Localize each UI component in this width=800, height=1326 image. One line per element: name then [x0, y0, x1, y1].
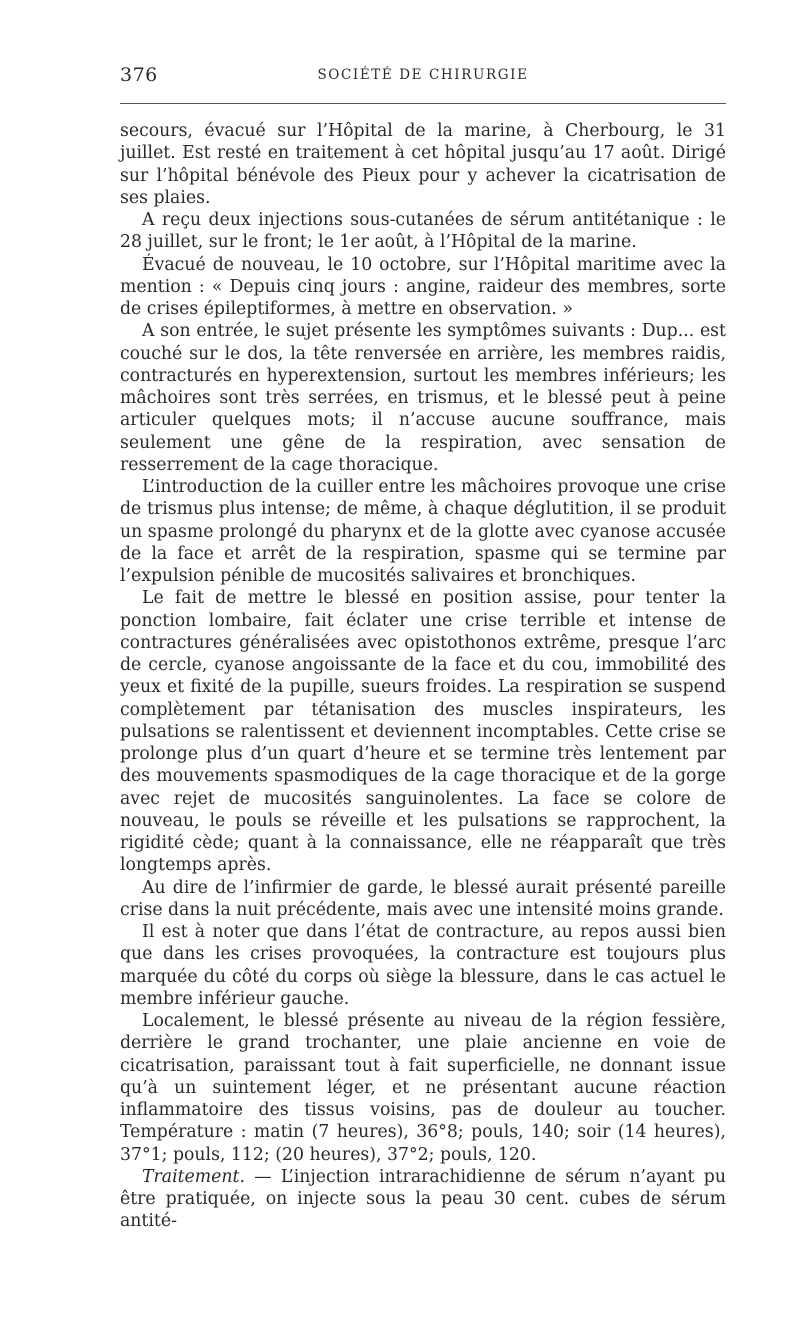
body-text — [120, 120, 726, 1233]
header-rule — [120, 103, 726, 104]
paragraph: A son entrée, le sujet présente les symptômes suivants : Dup... est couché sur le dos, la tête renversée en arrière, les membres raidis, contracturés en hyperextension, surtout les membres inférieurs; les mâchoires sont très serrées, en trismus, et le blessé peut à peine articuler quelques mots; il n’accuse aucune souffrance, mais seulement une gêne de la respiration, avec sensation de resserrement de la cage thoracique. — [120, 321, 726, 475]
paragraph: Évacué de nouveau, le 10 octobre, sur l’Hôpital maritime avec la mention : « Depuis cinq jours : angine, raideur des membres, sorte de crises épileptiformes, à mettre en observation. » — [120, 254, 726, 319]
paragraph-text: — L’injection intrarachidienne de sérum n’ayant pu être pratiquée, on injecte sous la peau 30 cent. cubes de sérum antité- — [120, 1166, 726, 1232]
page-number: 376 — [120, 64, 158, 86]
paragraph: Localement, le blessé présente au niveau de la région fessière, derrière le grand trochanter, une plaie ancienne en voie de cicatrisation, paraissant tout à fait superficielle, ne donnant issue qu’à un suintement léger, et ne présentant aucune réaction inflammatoire des tissus voisins, pas de douleur au toucher. Température : matin (7 heures), 36°8; pouls, 140; soir (14 heures), 37°1; pouls, 112; (20 heures), 37°2; pouls, 120. — [120, 1011, 726, 1165]
running-title: SOCIÉTÉ DE CHIRURGIE — [317, 67, 529, 83]
paragraph: Au dire de l’infirmier de garde, le blessé aurait présenté pareille crise dans la nuit précédente, mais avec une intensité moins grande. — [120, 877, 726, 920]
section-lead: Traitement. — [142, 1166, 245, 1187]
paragraph-traitement — [120, 1166, 726, 1233]
paragraph: L’introduction de la cuiller entre les mâchoires provoque une crise de trismus plus intense; de même, à chaque déglutition, il se produit un spasme prolongé du pharynx et de la glotte avec cyanose accusée de la face et arrêt de la respiration, spasme qui se termine par l’expulsion pénible de mucosités salivaires et bronchiques. — [120, 477, 726, 586]
paragraph: Il est à noter que dans l’état de contracture, au repos aussi bien que dans les crises provoquées, la contracture est toujours plus marquée du côté du corps où siège la blessure, dans le cas actuel le membre inférieur gauche. — [120, 922, 726, 1009]
running-head — [120, 64, 726, 92]
paragraph: A reçu deux injections sous-cutanées de sérum antitétanique : le 28 juillet, sur le front; le 1er août, à l’Hôpital de la marine. — [120, 210, 726, 253]
paragraph: secours, évacué sur l’Hôpital de la marine, à Cherbourg, le 31 juillet. Est resté en traitement à cet hôpital jusqu’au 17 août. Dirigé sur l’hôpital bénévole des Pieux pour y achever la cicatrisation de ses plaies. — [120, 121, 726, 208]
paragraph: Le fait de mettre le blessé en position assise, pour tenter la ponction lombaire, fait éclater une crise terrible et intense de contractures généralisées avec opistothonos extrême, presque l’arc de cercle, cyanose angoissante de la face et du cou, immobilité des yeux et fixité de la pupille, sueurs froides. La respiration se suspend complètement par tétanisation des muscles inspirateurs, les pulsations se ralentissent et deviennent incomptables. Cette crise se prolonge plus d’un quart d’heure et se termine très lentement par des mouvements spasmodiques de la cage thoracique et de la gorge avec rejet de mucosités sanguinolentes. La face se colore de nouveau, le pouls se réveille et les pulsations se rapprochent, la rigidité cède; quant à la connaissance, elle ne réapparaît que très longtemps après. — [120, 588, 726, 876]
